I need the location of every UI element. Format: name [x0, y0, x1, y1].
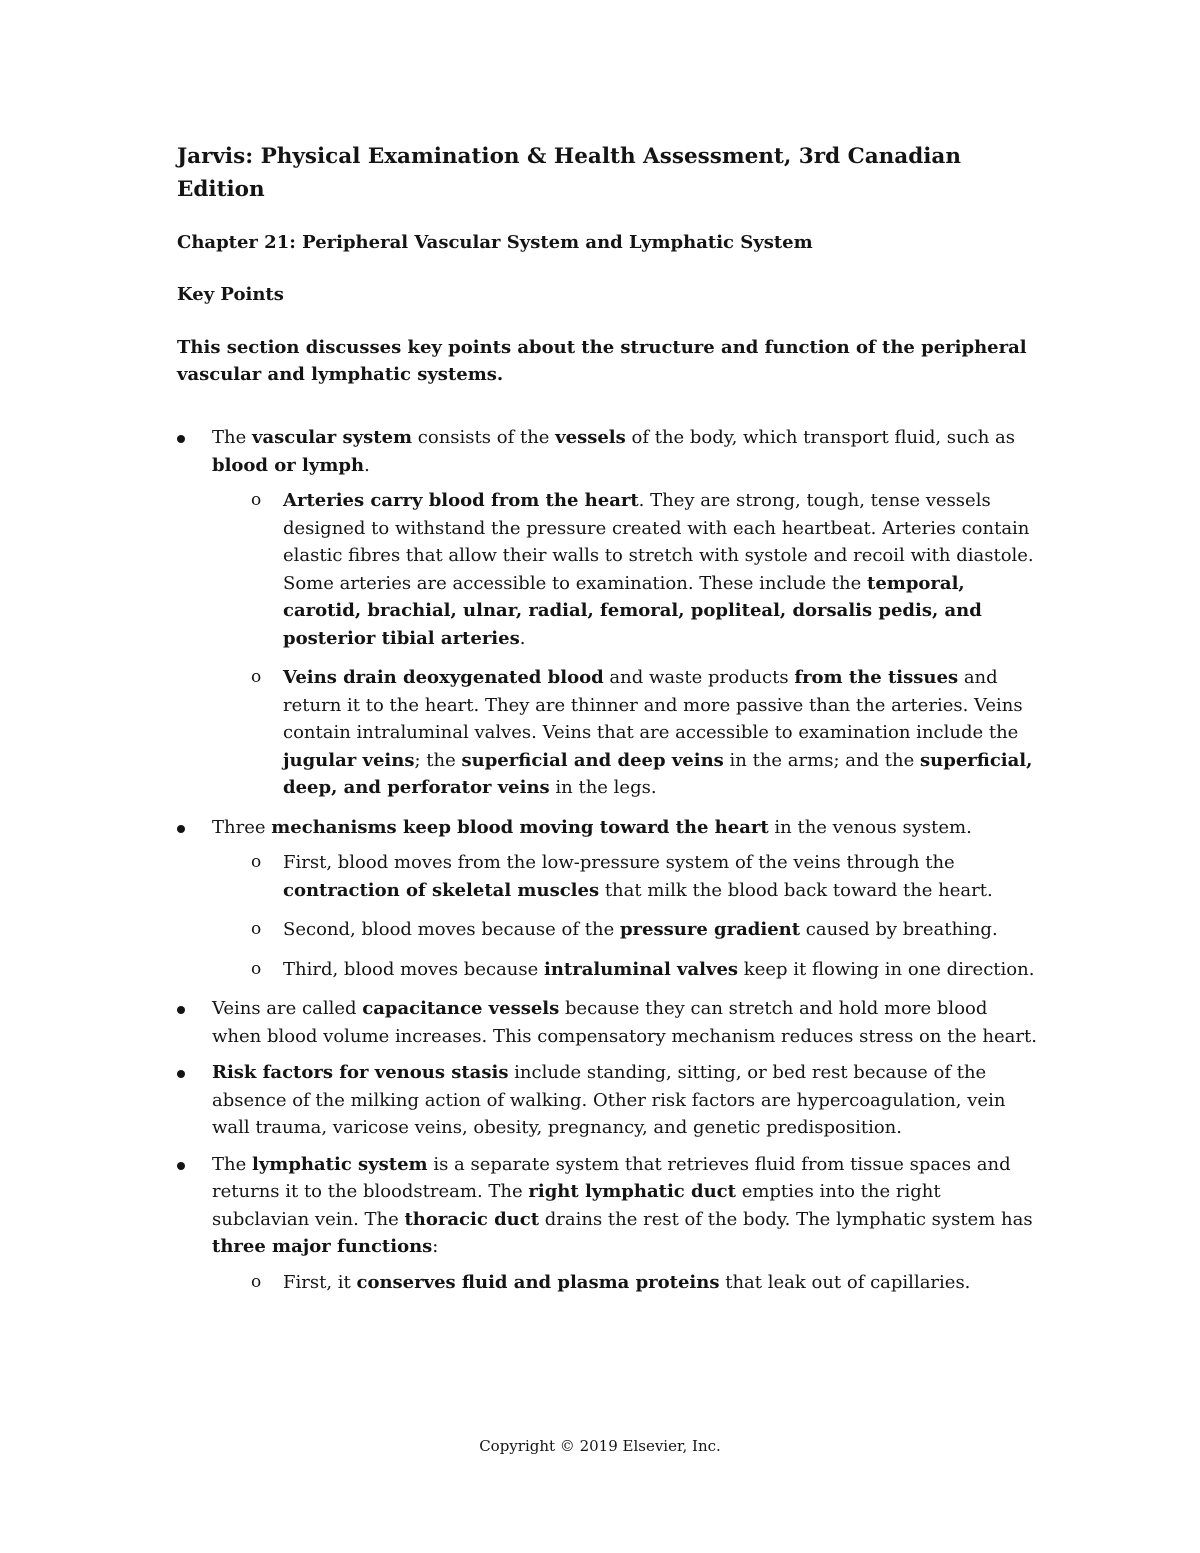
document-title: Jarvis: Physical Examination & Health Assessment, 3rd Canadian Edition: [177, 144, 961, 202]
bullet-icon: [177, 435, 185, 443]
sub-list: [212, 849, 1037, 983]
bullet-icon: [177, 1162, 185, 1170]
list-item: Three mechanisms keep blood moving toward the heart in the venous system. o First, blood moves from the low-pressure system of the veins through the contraction of skeletal muscles that milk the blood back toward the heart. o Second, blood moves because of the pressure gradient caused by breathing. o Third, blood moves because intraluminal valves keep it flowing in one direction.: [177, 814, 1037, 984]
chapter-heading: Chapter 21: Peripheral Vascular System and Lymphatic System: [177, 232, 813, 253]
copyright-footer: Copyright © 2019 Elsevier, Inc.: [479, 1437, 721, 1455]
sub-list-item: o Veins drain deoxygenated blood and waste products from the tissues and return it to the heart. They are thinner and more passive than the arteries. Veins contain intraluminal valves. Veins that are accessible to examination include the jugular veins; the superficial and deep veins in the arms; and the superficial, deep, and perforator veins in the legs.: [212, 664, 1037, 802]
sub-list-item: o Arteries carry blood from the heart. They are strong, tough, tense vessels designed to withstand the pressure created with each heartbeat. Arteries contain elastic fibres that allow their walls to stretch with systole and recoil with diastole. Some arteries are accessible to examination. These include the temporal, carotid, brachial, ulnar, radial, femoral, popliteal, dorsalis pedis, and posterior tibial arteries.: [212, 487, 1037, 652]
sub-list-item: o First, it conserves fluid and plasma proteins that leak out of capillaries.: [212, 1269, 1037, 1297]
circle-bullet-icon: o: [251, 490, 262, 510]
circle-bullet-icon: o: [251, 958, 262, 979]
section-heading: Key Points: [177, 284, 284, 305]
sub-list-item: o Third, blood moves because intraluminal valves keep it flowing in one direction.: [212, 956, 1037, 984]
sub-list: [212, 1269, 1037, 1297]
list-item: Risk factors for venous stasis include standing, sitting, or bed rest because of the absence of the milking action of walking. Other risk factors are hypercoagulation, vein wall trauma, varicose veins, obesity, pregnancy, and genetic predisposition.: [177, 1059, 1037, 1142]
circle-bullet-icon: o: [251, 1271, 262, 1292]
list-item: The vascular system consists of the vessels of the body, which transport fluid, such as blood or lymph. o Arteries carry blood from the heart. They are strong, tough, tense vessels designed to withstand the pressure created with each heartbeat. Arteries contain elastic fibres that allow their walls to stretch with systole and recoil with diastole. Some arteries are accessible to examination. These include the temporal, carotid, brachial, ulnar, radial, femoral, popliteal, dorsalis pedis, and posterior tibial arteries. o Veins drain deoxygenated blood and waste products from the tissues and return it to the heart. They are thinner and more passive than the arteries. Veins contain intraluminal valves. Veins that are accessible to examination include the jugular veins; the superficial and deep veins in the arms; and the superficial, deep, and perforator veins in the legs.: [177, 424, 1037, 802]
bullet-icon: [177, 1070, 185, 1078]
circle-bullet-icon: o: [251, 919, 262, 939]
sub-list: [212, 487, 1037, 802]
intro-paragraph: This section discusses key points about the structure and function of the peripheral vascular and lymphatic systems.: [177, 337, 1027, 385]
bullet-icon: [177, 825, 185, 833]
document-content: [177, 140, 1037, 1308]
list-item: The lymphatic system is a separate system that retrieves fluid from tissue spaces and returns it to the bloodstream. The right lymphatic duct empties into the right subclavian vein. The thoracic duct drains the rest of the body. The lymphatic system has three major functions: o First, it conserves fluid and plasma proteins that leak out of capillaries.: [177, 1151, 1037, 1297]
circle-bullet-icon: o: [251, 852, 262, 872]
bullet-icon: [177, 1006, 185, 1014]
sub-list-item: o Second, blood moves because of the pressure gradient caused by breathing.: [212, 916, 1037, 944]
list-item: Veins are called capacitance vessels because they can stretch and hold more blood when blood volume increases. This compensatory mechanism reduces stress on the heart.: [177, 995, 1037, 1050]
sub-list-item: o First, blood moves from the low-pressure system of the veins through the contraction of skeletal muscles that milk the blood back toward the heart.: [212, 849, 1037, 904]
key-points-list: [177, 424, 1037, 1296]
circle-bullet-icon: o: [251, 667, 262, 687]
